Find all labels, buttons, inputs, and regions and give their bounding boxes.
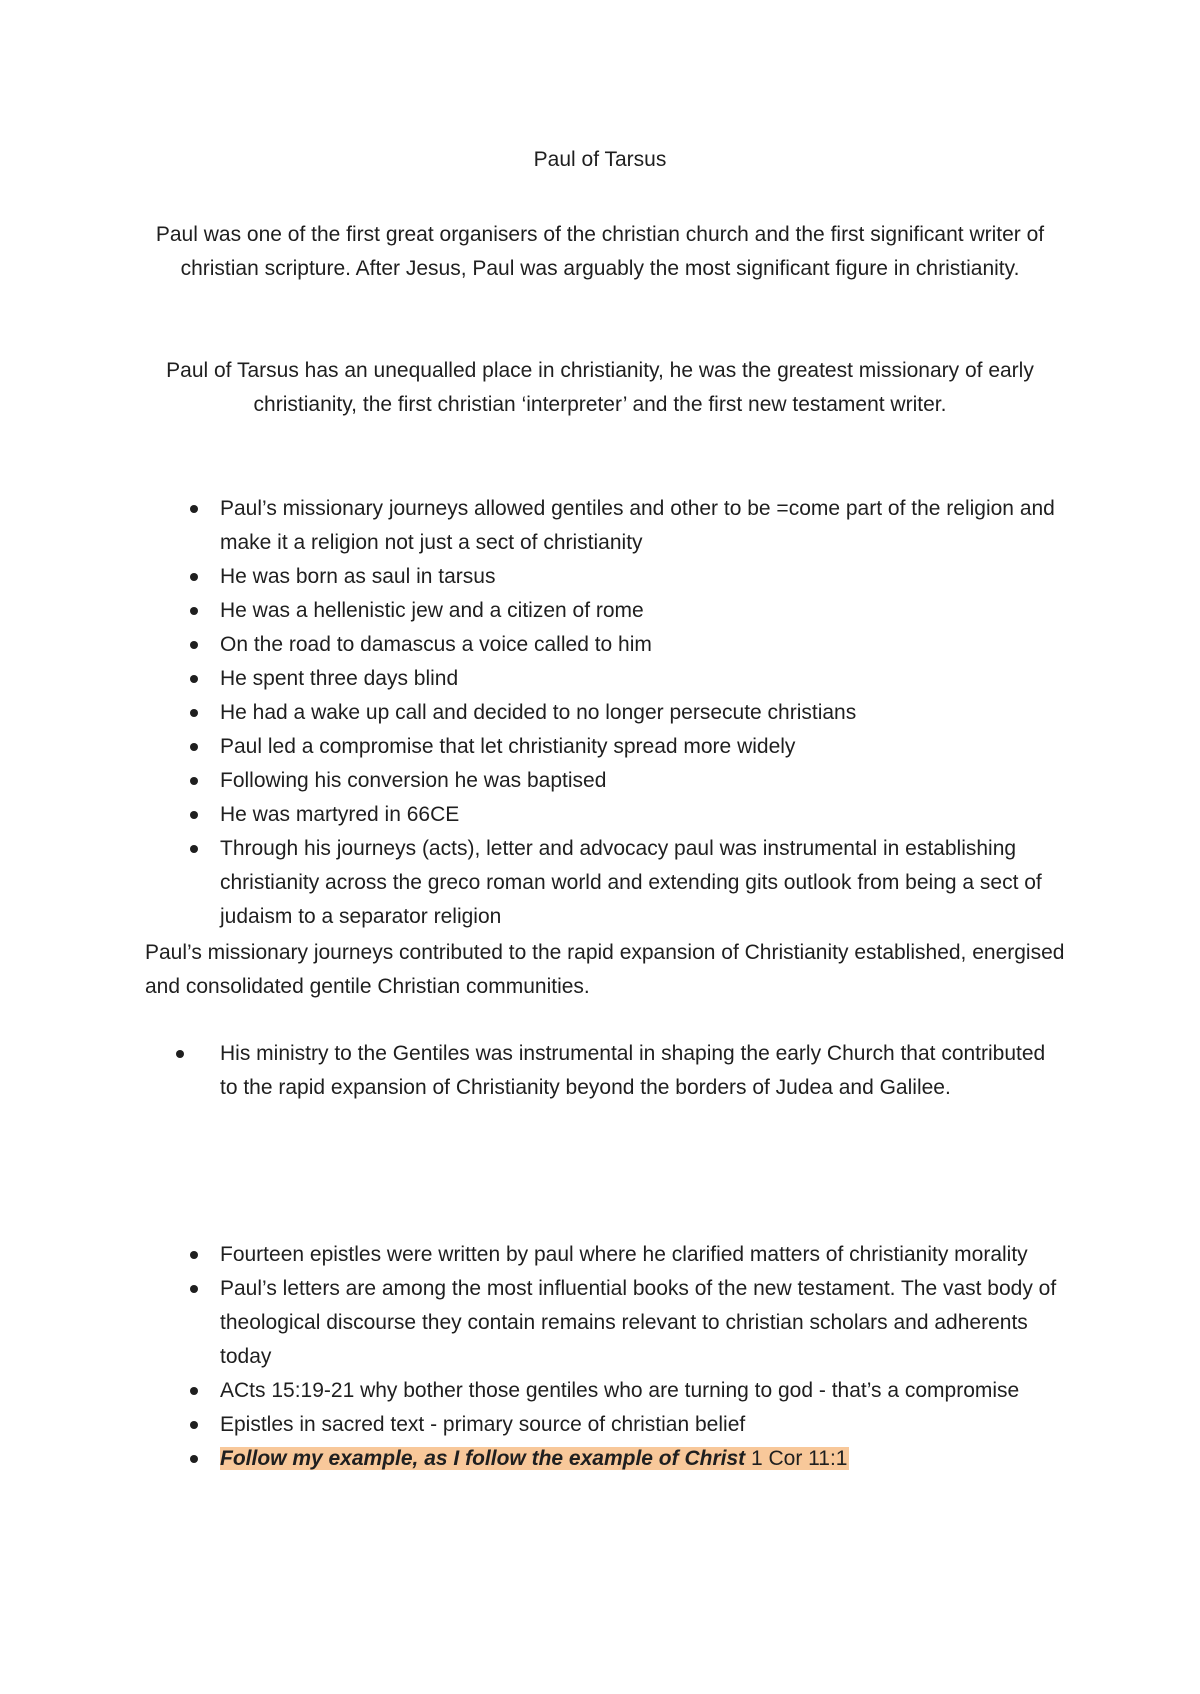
place-paragraph: Paul of Tarsus has an unequalled place in christianity, he was the greatest missionary of early christianity, the first christian ‘interpreter’ and the first new testament writer. bbox=[166, 359, 1034, 416]
highlight-mark bbox=[220, 1447, 849, 1470]
list-item: He spent three days blind bbox=[184, 662, 1064, 696]
list-item: Fourteen epistles were written by paul where he clarified matters of christianity morality bbox=[184, 1238, 1064, 1272]
ministry-list bbox=[184, 1037, 1064, 1105]
summary-paragraph: Paul’s missionary journeys contributed to the rapid expansion of Christianity established, energised and consolidated gentile Christian communities. bbox=[145, 941, 1065, 998]
list-item: Paul’s letters are among the most influential books of the new testament. The vast body of theological discourse they contain remains relevant to christian scholars and adherents today bbox=[184, 1272, 1064, 1374]
list-item: Paul’s missionary journeys allowed gentiles and other to be =come part of the religion and make it a religion not just a sect of christianity bbox=[184, 492, 1064, 560]
list-item: Following his conversion he was baptised bbox=[184, 764, 1064, 798]
list-item: He was martyred in 66CE bbox=[184, 798, 1064, 832]
quote-text: Follow my example, as I follow the example of Christ bbox=[220, 1447, 746, 1470]
highlighted-quote-item bbox=[184, 1442, 1064, 1476]
list-item: His ministry to the Gentiles was instrumental in shaping the early Church that contributed to the rapid expansion of Christianity beyond the borders of Judea and Galilee. bbox=[184, 1037, 1064, 1105]
quote-reference: 1 Cor 11:1 bbox=[750, 1447, 848, 1470]
list-item: Epistles in sacred text - primary source of christian belief bbox=[184, 1408, 1064, 1442]
list-item: He had a wake up call and decided to no longer persecute christians bbox=[184, 696, 1064, 730]
page-title: Paul of Tarsus bbox=[533, 148, 667, 171]
list-item: On the road to damascus a voice called to him bbox=[184, 628, 1064, 662]
epistles-list bbox=[184, 1238, 1064, 1476]
facts-list bbox=[184, 492, 1064, 934]
list-item: Through his journeys (acts), letter and advocacy paul was instrumental in establishing christianity across the greco roman world and extending gits outlook from being a sect of judaism to a separator religion bbox=[184, 832, 1064, 934]
list-item: ACts 15:19-21 why bother those gentiles who are turning to god - that’s a compromise bbox=[184, 1374, 1064, 1408]
list-item: Paul led a compromise that let christianity spread more widely bbox=[184, 730, 1064, 764]
intro-paragraph: Paul was one of the first great organisers of the christian church and the first significant writer of christian scripture. After Jesus, Paul was arguably the most significant figure in christianity. bbox=[155, 223, 1045, 280]
list-item: He was born as saul in tarsus bbox=[184, 560, 1064, 594]
list-item: He was a hellenistic jew and a citizen of rome bbox=[184, 594, 1064, 628]
